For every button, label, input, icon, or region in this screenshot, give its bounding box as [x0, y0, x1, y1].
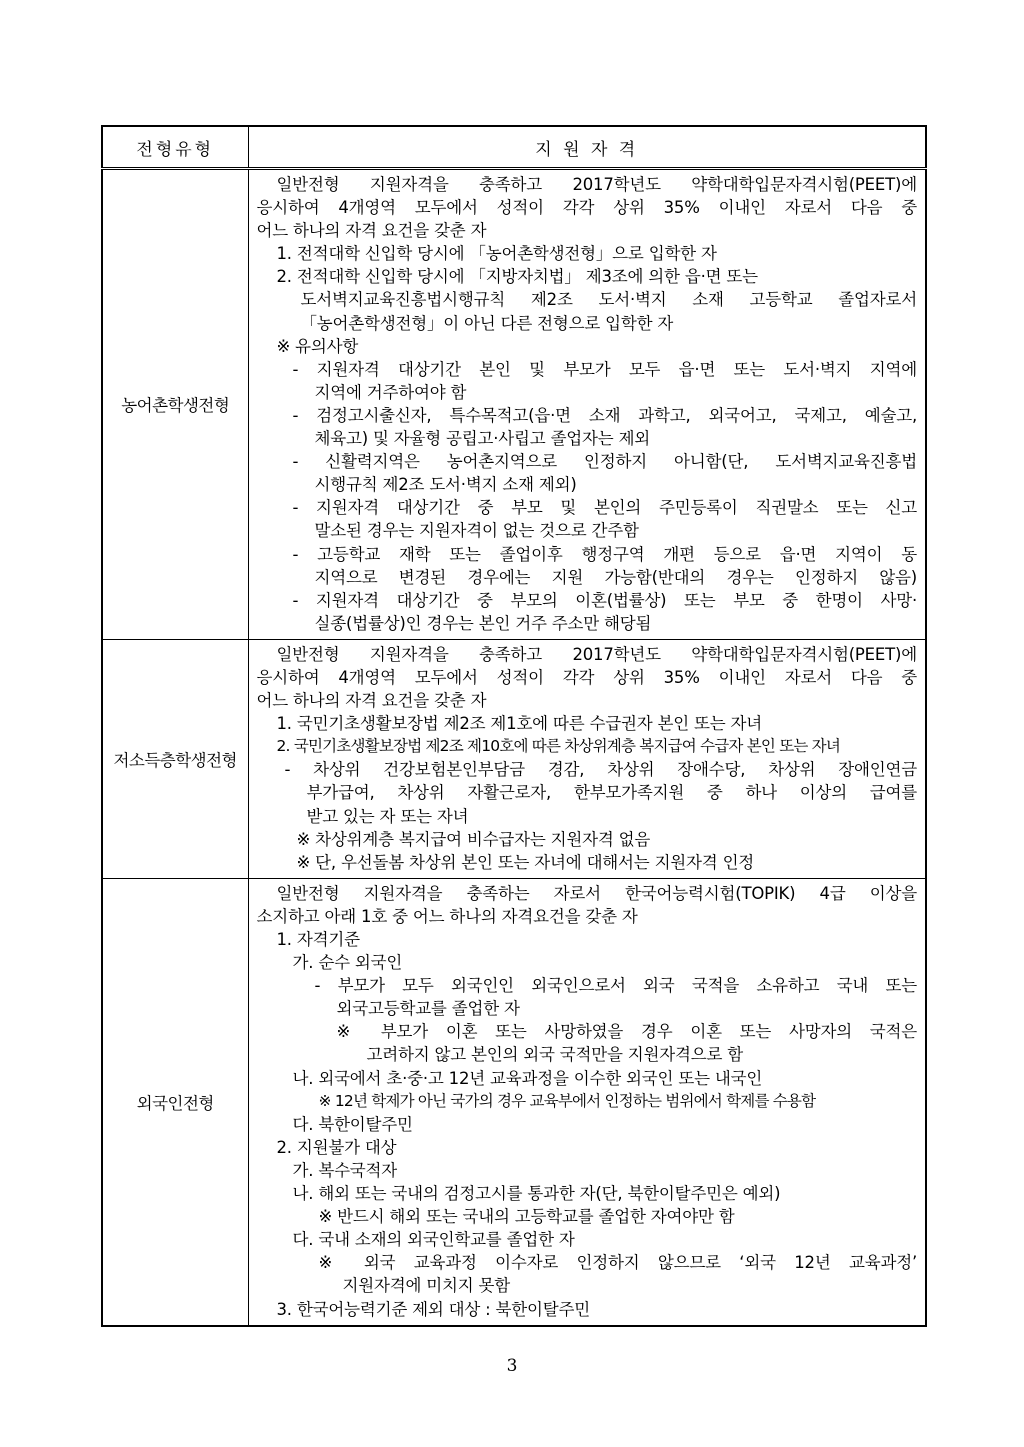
- text-line: 1. 자격기준: [276, 930, 360, 949]
- text-line: 도서벽지교육진흥법시행규칙 제2조 도서·벽지 소재 고등학교 졸업자로서: [300, 290, 917, 310]
- table-header-row: [102, 126, 926, 169]
- text-line: ※ 외국 교육과정 이수자로 인정하지 않으므로 ‘외국 12년 교육과정’: [318, 1253, 917, 1273]
- text-line: - 차상위 건강보험본인부담금 경감, 차상위 장애수당, 차상위 장애인연금: [284, 760, 917, 780]
- section-type-label: 외국인전형: [102, 878, 248, 1325]
- text-line: 2. 지원불가 대상: [276, 1137, 397, 1157]
- text-line: 2. 전적대학 신입학 당시에 「지방자치법」 제3조에 의한 읍·면 또는: [276, 267, 758, 287]
- text-line: 응시하여 4개영역 모두에서 성적이 각각 상위 35% 이내인 자로서 다음 중: [256, 198, 917, 218]
- text-line: 어느 하나의 자격 요건을 갖춘 자: [256, 221, 487, 241]
- text-line: 지역으로 변경된 경우에는 지원 가능함(반대의 경우는 인정하지 않음): [314, 567, 917, 587]
- text-line: 지원자격에 미치지 못함: [342, 1276, 510, 1296]
- text-line: 소지하고 아래 1호 중 어느 하나의 자격요건을 갖춘 자: [256, 906, 638, 926]
- text-line: 가. 순수 외국인: [292, 953, 403, 973]
- page-number: 3: [506, 1356, 518, 1376]
- text-line: 「농어촌학생전형」이 아닌 다른 전형으로 입학한 자: [300, 313, 674, 333]
- section-type-label: 농어촌학생전형: [102, 169, 248, 640]
- text-line: 응시하여 4개영역 모두에서 성적이 각각 상위 35% 이내인 자로서 다음 중: [256, 667, 917, 687]
- text-line: 시행규칙 제2조 도서·벽지 소재 제외): [314, 475, 577, 495]
- header-type: 전형유형: [102, 126, 248, 169]
- text-line: 고려하지 않고 본인의 외국 국적만을 지원자격으로 함: [366, 1045, 744, 1065]
- text-line: 3. 한국어능력기준 제외 대상 : 북한이탈주민: [276, 1299, 590, 1319]
- table-row: [102, 878, 926, 1325]
- text-line: 체육고) 및 자율형 공립고·사립고 졸업자는 제외: [314, 429, 651, 449]
- text-line: 일반전형 지원자격을 충족하고 2017학년도 약학대학입문자격시험(PEET)에: [276, 644, 917, 664]
- text-line: - 고등학교 재학 또는 졸업이후 행정구역 개편 등으로 읍·면 지역이 동: [292, 544, 917, 564]
- section-content: [248, 639, 926, 878]
- text-line: 다. 북한이탈주민: [292, 1114, 413, 1134]
- text-line: 외국고등학교를 졸업한 자: [336, 999, 520, 1019]
- text-line: - 부모가 모두 외국인인 외국인으로서 외국 국적을 소유하고 국내 또는: [314, 976, 917, 996]
- text-line: ※ 12년 학제가 아닌 국가의 경우 교육부에서 인정하는 범위에서 학제를 수용함: [318, 1091, 816, 1110]
- text-line: 어느 하나의 자격 요건을 갖춘 자: [256, 691, 487, 711]
- text-line: ※ 단, 우선돌봄 차상위 본인 또는 자녀에 대해서는 지원자격 인정: [296, 852, 755, 872]
- text-line: - 지원자격 대상기간 본인 및 부모가 모두 읍·면 또는 도서·벽지 지역에: [292, 359, 917, 379]
- text-line: 부가급여, 차상위 자활근로자, 한부모가족지원 중 하나 이상의 급여를: [306, 783, 917, 803]
- table-row: [102, 639, 926, 878]
- text-line: 가. 복수국적자: [292, 1160, 398, 1180]
- text-line: 2. 국민기초생활보장법 제2조 제10호에 따른 차상위계층 복지급여 수급자 본인 또는 자녀: [276, 737, 841, 756]
- text-line: 받고 있는 자 또는 자녀: [306, 806, 469, 826]
- text-line: ※ 차상위계층 복지급여 비수급자는 지원자격 없음: [296, 829, 651, 849]
- admission-table: [101, 125, 927, 1327]
- text-line: - 신활력지역은 농어촌지역으로 인정하지 아니함(단, 도서벽지교육진흥법: [292, 452, 917, 472]
- text-line: 말소된 경우는 지원자격이 없는 것으로 간주함: [314, 521, 639, 541]
- text-line: 1. 전적대학 신입학 당시에 「농어촌학생전형」으로 입학한 자: [276, 244, 717, 264]
- header-qualification: 지 원 자 격: [248, 126, 926, 169]
- text-line: - 지원자격 대상기간 중 부모의 이혼(법률상) 또는 부모 중 한명이 사망·: [292, 590, 917, 610]
- table-row: [102, 169, 926, 640]
- section-type-label: 저소득층학생전형: [102, 639, 248, 878]
- text-line: 나. 외국에서 초·중·고 12년 교육과정을 이수한 외국인 또는 내국인: [292, 1068, 763, 1088]
- section-content: [248, 878, 926, 1325]
- text-line: ※ 부모가 이혼 또는 사망하였을 경우 이혼 또는 사망자의 국적은: [336, 1022, 917, 1042]
- text-line: 나. 해외 또는 국내의 검정고시를 통과한 자(단, 북한이탈주민은 예외): [292, 1184, 781, 1204]
- text-line: ※ 반드시 해외 또는 국내의 고등학교를 졸업한 자여야만 함: [318, 1207, 735, 1227]
- text-line: 실종(법률상)인 경우는 본인 거주 주소만 해당됨: [314, 613, 652, 633]
- text-line: 일반전형 지원자격을 충족하고 2017학년도 약학대학입문자격시험(PEET)에: [276, 175, 917, 194]
- text-line: - 지원자격 대상기간 중 부모 및 본인의 주민등록이 직권말소 또는 신고: [292, 498, 917, 518]
- text-line: 지역에 거주하여야 함: [314, 382, 467, 402]
- section-content: [248, 169, 926, 640]
- text-line: 일반전형 지원자격을 충족하는 자로서 한국어능력시험(TOPIK) 4급 이상을: [276, 883, 917, 903]
- text-line: 다. 국내 소재의 외국인학교를 졸업한 자: [292, 1230, 575, 1250]
- text-line: - 검정고시출신자, 특수목적고(읍·면 소재 과학고, 외국어고, 국제고, 예술고,: [292, 405, 917, 425]
- text-line: ※ 유의사항: [276, 336, 359, 356]
- text-line: 1. 국민기초생활보장법 제2조 제1호에 따른 수급권자 본인 또는 자녀: [276, 714, 763, 734]
